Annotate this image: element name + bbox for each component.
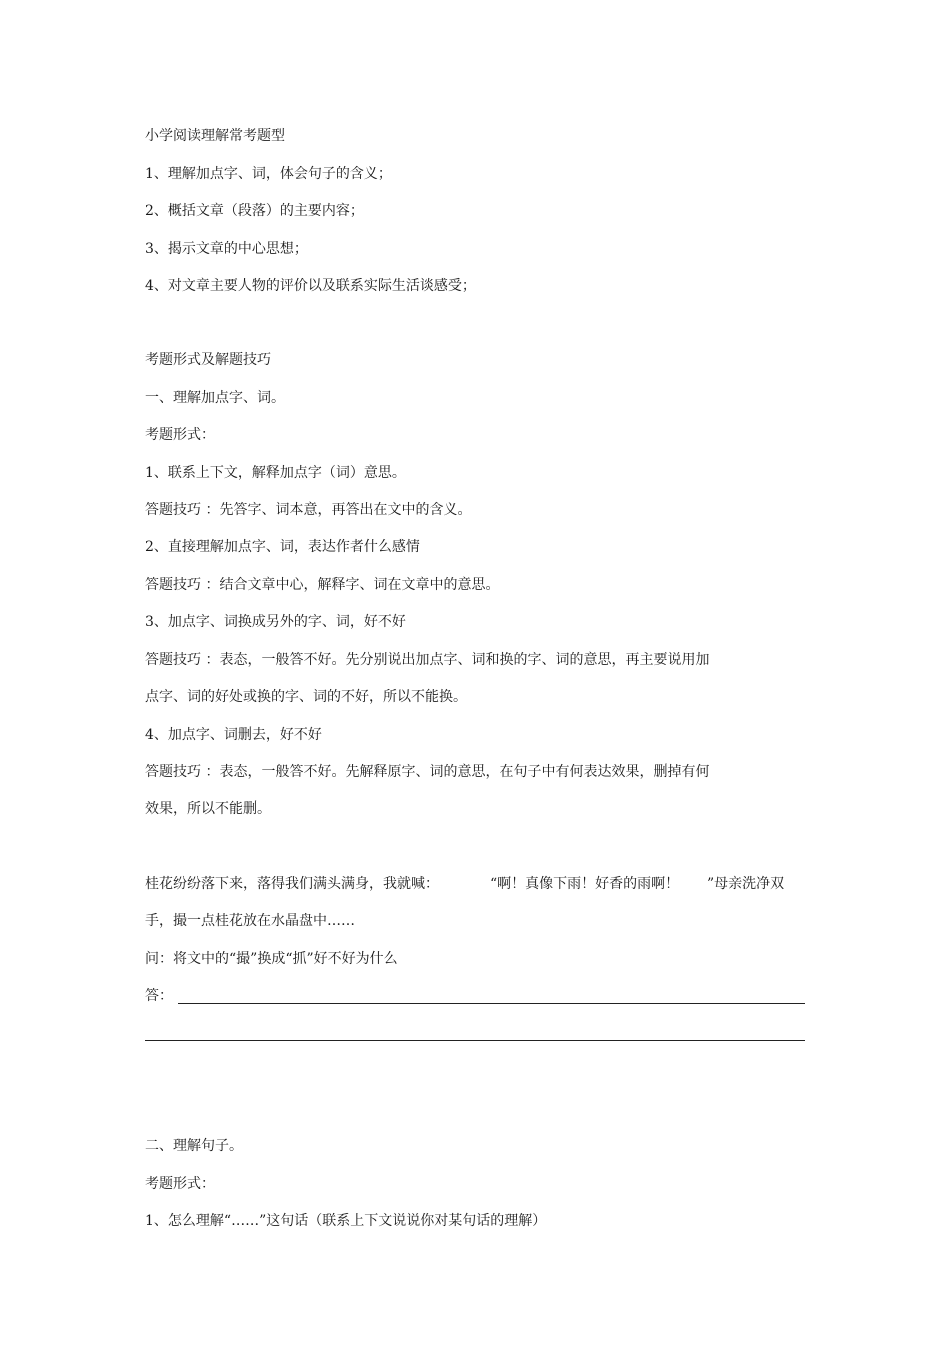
part-one-heading: 一、理解加点字、词。 xyxy=(145,390,285,406)
answer-blank-line[interactable] xyxy=(178,1003,805,1004)
example-question: 问：将文中的“撮”换成“抓”好不好为什么 xyxy=(145,951,398,967)
answer-blank-line[interactable] xyxy=(145,1040,805,1041)
example-passage-line-1: 桂花纷纷落下来，落得我们满头满身，我就喊： xyxy=(145,876,439,892)
question-type-2: 2、概括文章（段落）的主要内容； xyxy=(145,203,364,219)
question-type-4: 4、对文章主要人物的评价以及联系实际生活谈感受； xyxy=(145,278,476,294)
part-one-form-label: 考题形式： xyxy=(145,427,215,443)
question-type-3: 3、揭示文章的中心思想； xyxy=(145,241,308,257)
part-one-tip-continued: 效果，所以不能删。 xyxy=(145,801,271,817)
section-heading: 考题形式及解题技巧 xyxy=(145,352,271,368)
example-passage-close: ”母亲洗净双 xyxy=(707,876,785,892)
part-one-tip: 答题技巧 ：结合文章中心，解释字、词在文章中的意思。 xyxy=(145,577,500,593)
part-one-item: 3、加点字、词换成另外的字、词，好不好 xyxy=(145,614,406,630)
answer-label: 答： xyxy=(145,988,173,1004)
question-type-1: 1、理解加点字、词，体会句子的含义； xyxy=(145,166,392,182)
part-one-item: 4、加点字、词删去，好不好 xyxy=(145,727,322,743)
example-quote: “啊！真像下雨！好香的雨啊！ xyxy=(490,876,680,892)
part-one-tip: 答题技巧 ：表态，一般答不好。先解释原字、词的意思，在句子中有何表达效果，删掉有何 xyxy=(145,764,710,780)
part-one-tip: 答题技巧 ：先答字、词本意，再答出在文中的含义。 xyxy=(145,502,472,518)
part-two-heading: 二、理解句子。 xyxy=(145,1138,243,1154)
part-one-item: 1、联系上下文，解释加点字（词）意思。 xyxy=(145,465,406,481)
part-two-form-label: 考题形式： xyxy=(145,1176,215,1192)
part-two-item: 1、怎么理解“……”这句话（联系上下文说说你对某句话的理解） xyxy=(145,1213,547,1229)
example-passage-line-2: 手，撮一点桂花放在水晶盘中…… xyxy=(145,913,355,929)
document-title: 小学阅读理解常考题型 xyxy=(145,128,285,144)
part-one-tip: 答题技巧 ：表态，一般答不好。先分别说出加点字、词和换的字、词的意思，再主要说用加 xyxy=(145,652,710,668)
part-one-tip-continued: 点字、词的好处或换的字、词的不好，所以不能换。 xyxy=(145,689,467,705)
part-one-item: 2、直接理解加点字、词，表达作者什么感情 xyxy=(145,539,420,555)
